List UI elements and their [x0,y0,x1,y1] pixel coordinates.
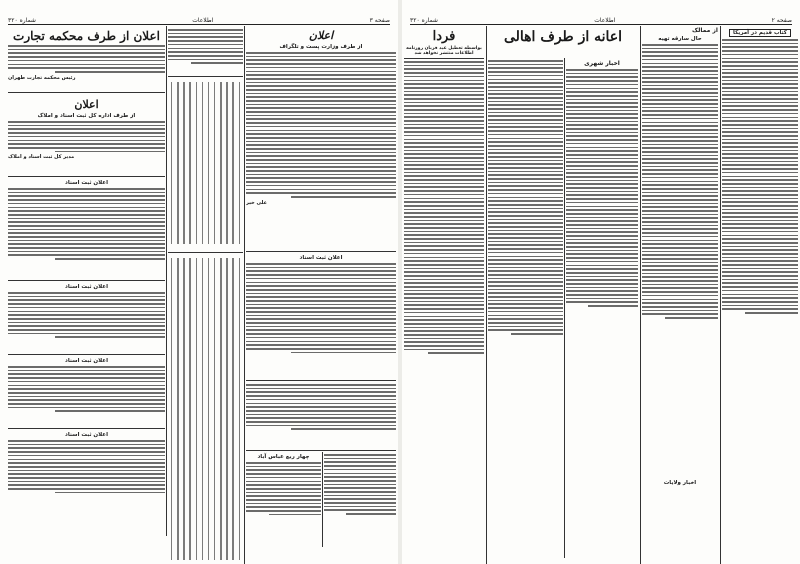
section-title: اخبار ولایات [642,480,718,486]
divider [8,280,165,281]
article-subtitle: بواسطه تعطیل عید قربان روزنامه اطلاعات منتشر نخواهد شد [406,46,482,56]
article-signature: رئیس محکمه تجارت طهران [8,74,76,81]
column-rule [720,26,721,564]
column-rule [322,452,323,547]
article-registry-center [246,253,396,378]
article-title: کتاب قدیم در آمریکا [729,29,791,37]
article-elan-registry [8,96,165,174]
donation-list-col-1 [488,58,563,558]
article-registry-notice-2 [8,282,165,352]
article-registry-center-2 [246,382,396,452]
column-rule [640,26,641,564]
donation-list-col-2 [566,58,638,558]
article-subtitle: از طرف وزارت پست و تلگراف [279,44,363,50]
left-newspaper-page [0,0,398,564]
right-newspaper-page [402,0,800,564]
article-title: چهار ربع عباس آباد [257,454,310,460]
divider [8,176,165,177]
article-commerce-court [8,27,165,87]
article-four-quarters [246,452,321,547]
divider [8,354,165,355]
article-title: اعلان از طرف محکمه تجارت [13,29,160,43]
article-list-right [324,452,396,547]
rotated-table-1 [168,78,243,248]
article-title: حال سارقه تهیه [658,36,702,42]
article-farda [404,27,484,562]
paper-name: اطلاعات [192,17,214,24]
page-number: صفحه ۳ [369,17,390,24]
article-registry-notice-3 [8,356,165,426]
rotated-table-2 [168,254,243,564]
article-signature: مدیر کل ثبت اسناد و املاک [8,154,75,161]
divider [168,76,243,77]
article-title: اعلان ثبت اسناد [65,180,108,186]
column-rule [244,26,245,564]
article-title: اعلان [74,98,99,111]
article-registry-notice-1 [8,178,165,278]
column-rule [564,58,565,558]
article-title: اعلان [308,29,334,42]
article-book-america [722,27,798,557]
section-tag: اخبار شهری [584,60,620,67]
right-page-header [410,14,792,24]
article-title: فردا [432,29,456,44]
section-provinces [642,478,718,488]
article-title: اعلان ثبت اسناد [65,432,108,438]
divider [8,428,165,429]
page-number: صفحه ۲ [771,17,792,24]
left-page-header [8,14,390,24]
divider [246,380,396,381]
article-title: اعانه از طرف اهالی [503,29,623,45]
article-title: اعلان ثبت اسناد [299,255,343,261]
divider [8,92,165,93]
article-small-notice [168,27,243,75]
divider [404,58,484,59]
section-tag: از ممالک [692,27,718,34]
header-rule [410,24,792,25]
column-rule [166,26,167,536]
divider [246,450,396,451]
header-rule [8,24,390,25]
paper-name: اطلاعات [594,17,616,24]
issue-number: شماره ۳۲۰ [8,17,36,24]
article-title: اعلان ثبت اسناد [65,358,108,364]
column-rule [486,26,487,564]
article-public-donation-header [488,27,638,57]
divider [168,252,243,253]
article-title: اعلان ثبت اسناد [65,284,108,290]
article-elan-post [246,27,396,252]
article-registry-notice-4 [8,430,165,530]
issue-number: شماره ۳۲۰ [410,17,438,24]
article-subtitle: از طرف اداره کل ثبت اسناد و املاک [37,113,136,119]
article-signature: علی خیر [246,199,268,206]
divider [246,251,396,252]
